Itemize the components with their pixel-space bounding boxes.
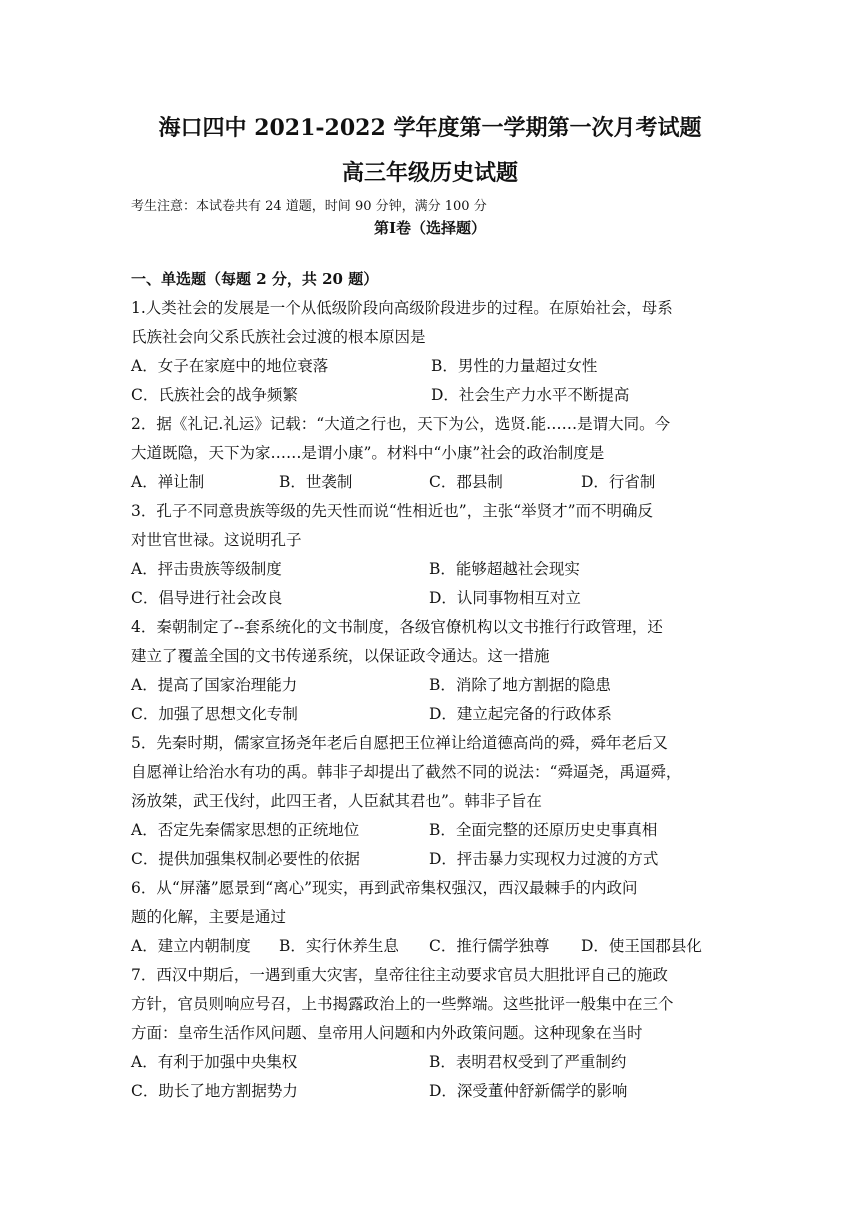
question-stem-line: 对世官世禄。这说明孔子 [131, 531, 302, 549]
option-d: D．认同事物相互对立 [429, 589, 581, 607]
option-b: B．世袭制 [279, 473, 353, 491]
option-c: C．氏族社会的战争频繁 [131, 386, 298, 404]
question-5 [131, 729, 731, 874]
option-row [131, 352, 731, 381]
exam-title: 海口四中 2021-2022 学年度第一学期第一次月考试题 [158, 115, 702, 141]
option-d: D．行省制 [581, 473, 656, 491]
question-stem-line: 自愿禅让给治水有功的禹。韩非子却提出了截然不同的说法：“舜逼尧，禹逼舜， [131, 763, 682, 781]
question-3 [131, 497, 731, 613]
question-list [131, 265, 731, 1106]
option-c: C．助长了地方割据势力 [131, 1082, 298, 1100]
option-d: D．抨击暴力实现权力过渡的方式 [429, 850, 659, 868]
option-c: C．提供加强集权制必要性的依据 [131, 850, 360, 868]
option-row [131, 932, 731, 961]
option-c: C．倡导进行社会改良 [131, 589, 283, 607]
option-row [131, 1048, 731, 1077]
part-heading: 第Ⅰ卷（选择题） [373, 219, 487, 237]
question-6 [131, 874, 731, 961]
option-row [131, 700, 731, 729]
question-stem-line: 4．秦朝制定了--套系统化的文书制度，各级官僚机构以文书推行行政管理，还 [131, 618, 663, 636]
question-stem-line: 2．据《礼记.礼运》记载：“大道之行也，天下为公，选贤.能……是谓大同。今 [131, 415, 671, 433]
option-row [131, 381, 731, 410]
option-row [131, 555, 731, 584]
question-stem-line: 汤放桀，武王伐纣，此四王者，人臣弑其君也”。韩非子旨在 [131, 792, 542, 810]
exam-subtitle: 高三年级历史试题 [341, 160, 518, 186]
option-a: A．女子在家庭中的地位衰落 [131, 357, 329, 375]
option-c: C．郡县制 [429, 473, 503, 491]
option-c: C．加强了思想文化专制 [131, 705, 298, 723]
option-row [131, 1077, 731, 1106]
section-heading: 一、单选题（每题 2 分，共 20 题） [131, 270, 379, 288]
question-stem-line: 氏族社会向父系氏族社会过渡的根本原因是 [131, 328, 426, 346]
exam-notice: 考生注意：本试卷共有 24 道题，时间 90 分钟，满分 100 分 [131, 199, 487, 214]
option-row [131, 845, 731, 874]
option-d: D．深受董仲舒新儒学的影响 [429, 1082, 628, 1100]
option-a: A．抨击贵族等级制度 [131, 560, 282, 578]
question-stem-line: 1.人类社会的发展是一个从低级阶段向高级阶段进步的过程。在原始社会，母系 [131, 299, 673, 317]
option-b: B．能够超越社会现实 [429, 560, 580, 578]
option-a: A．否定先秦儒家思想的正统地位 [131, 821, 360, 839]
question-stem-line: 题的化解，主要是通过 [131, 908, 287, 926]
question-stem-line: 5．先秦时期，儒家宣扬尧年老后自愿把王位禅让给道德高尚的舜，舜年老后又 [131, 734, 668, 752]
option-a: A．提高了国家治理能力 [131, 676, 298, 694]
option-row [131, 671, 731, 700]
option-row [131, 584, 731, 613]
question-stem-line: 7．西汉中期后，一遇到重大灾害，皇帝往往主动要求官员大胆批评自己的施政 [131, 966, 668, 984]
question-stem-line: 建立了覆盖全国的文书传递系统，以保证政令通达。这一措施 [131, 647, 550, 665]
option-b: B．全面完整的还原历史史事真相 [429, 821, 658, 839]
option-c: C．推行儒学独尊 [429, 937, 550, 955]
question-stem-line: 3．孔子不同意贵族等级的先天性而说“性相近也”，主张“举贤才”而不明确反 [131, 502, 654, 520]
option-b: B．消除了地方割据的隐患 [429, 676, 611, 694]
question-7 [131, 961, 731, 1106]
option-a: A．建立内朝制度 [131, 937, 251, 955]
question-stem-line: 方面：皇帝生活作风问题、皇帝用人问题和内外政策问题。这种现象在当时 [131, 1024, 643, 1042]
question-stem-line: 6．从“屏藩”愿景到“离心”现实，再到武帝集权强汉，西汉最棘手的内政问 [131, 879, 638, 897]
question-2 [131, 410, 731, 497]
option-d: D．社会生产力水平不断提高 [431, 386, 630, 404]
question-1 [131, 294, 731, 410]
option-a: A．有利于加强中央集权 [131, 1053, 298, 1071]
question-stem-line: 大道既隐，天下为家……是谓小康”。材料中“小康”社会的政治制度是 [131, 444, 605, 462]
option-b: B．男性的力量超过女性 [431, 357, 598, 375]
option-d: D．建立起完备的行政体系 [429, 705, 612, 723]
question-stem-line: 方针，官员则响应号召，上书揭露政治上的一些弊端。这些批评一般集中在三个 [131, 995, 674, 1013]
option-a: A．禅让制 [131, 473, 205, 491]
option-b: B．实行休养生息 [279, 937, 399, 955]
option-d: D．使王国郡县化 [581, 937, 702, 955]
question-4 [131, 613, 731, 729]
option-row [131, 468, 731, 497]
option-row [131, 816, 731, 845]
option-b: B．表明君权受到了严重制约 [429, 1053, 627, 1071]
